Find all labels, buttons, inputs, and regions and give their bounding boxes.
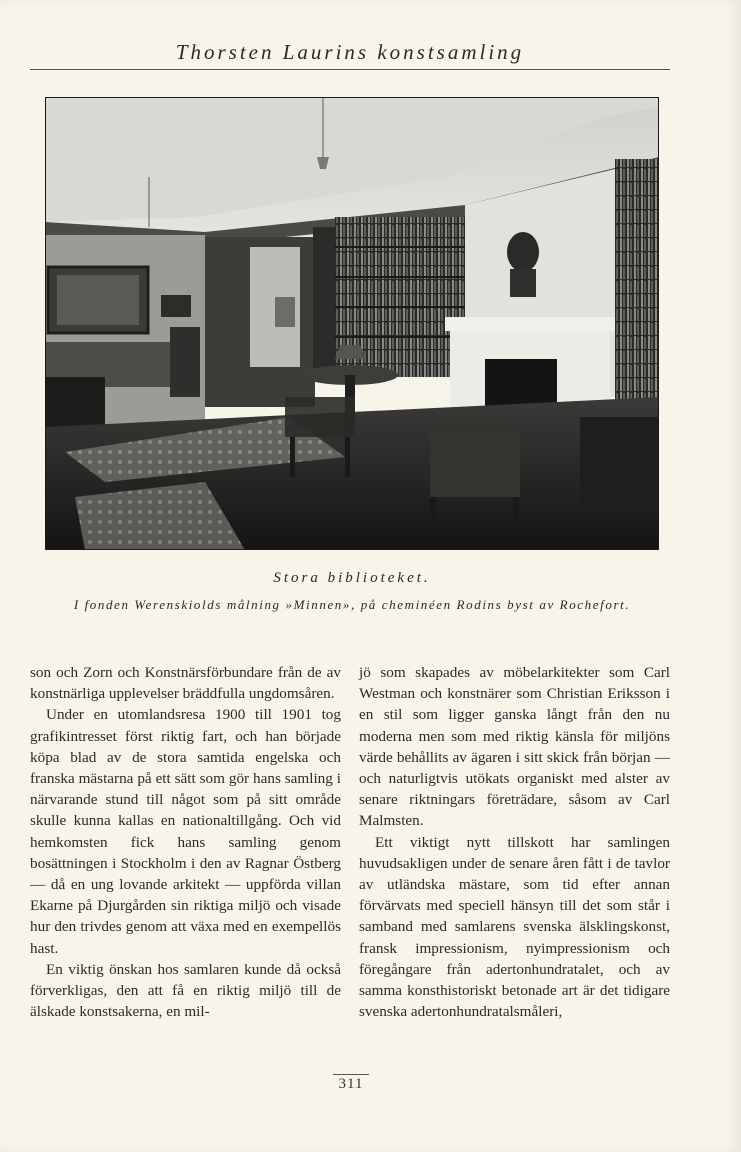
page-number: 311	[338, 1076, 364, 1092]
paragraph: son och Zorn och Konstnärsförbundare från de av konstnärliga upplevelser bräddfulla ungdomsåren.	[30, 664, 341, 703]
paragraph: jö som skapades av möbelarkitekter som Carl Westman och konstnärer som Christian Eriksson i en stil som ligger ganska långt från den nu moderna men som med riktig känsla för miljöns värde behållits av ägaren i sitt skick från början — och naturligtvis utökats organiskt med alster av senare riktningars företrädare, såsom av Carl Malmsten.	[359, 664, 670, 830]
caption-title: Stora biblioteket.	[273, 570, 431, 586]
paragraph: Under en utomlandsresa 1900 till 1901 tog grafikintresset först riktig fart, och han började köpa blad av de stora samtida engelska och franska mästarna på ett sätt som gör hans samling i närvarande stund till något som på sitt område skulle kunna kallas en nationaltillgång. Och vid hemkomsten fick hans samling genom bosättningen i Stockholm i den av Ragnar Östberg — då en ung lovande arkitekt — uppförda villan Ekarne på Djurgården sin riktiga miljö och visade hur den trivdes genom att växa med en exempellös hast.	[30, 706, 341, 957]
folio-rule	[333, 1074, 369, 1075]
caption-subtitle: I fonden Werenskiolds målning »Minnen», på cheminéen Rodins byst av Rochefort.	[73, 597, 631, 612]
text-column-right	[359, 662, 670, 1022]
library-photo	[45, 97, 659, 550]
running-head: Thorsten Laurins konstsamling	[175, 40, 525, 64]
text-column-left	[30, 662, 341, 1022]
header-rule	[30, 69, 670, 70]
paragraph: En viktig önskan hos samlaren kunde då också förverkligas, den att få en riktig miljö till de älskade konstsakerna, en mil-	[30, 960, 341, 1021]
paragraph: Ett viktigt nytt tillskott har samlingen huvudsakligen under de senare åren fått i de tavlor av utländska mästare, som tid efter annan förvärvats med speciell hänsyn till det som står i samband med samlarens svenska älsklingskonst, fransk impressionism, nyimpressionism och föregångare från adertonhundratalet, och av samma konsthistoriskt betonade art är det tidigare svenska adertonhundratalsmåleri,	[359, 833, 670, 1021]
